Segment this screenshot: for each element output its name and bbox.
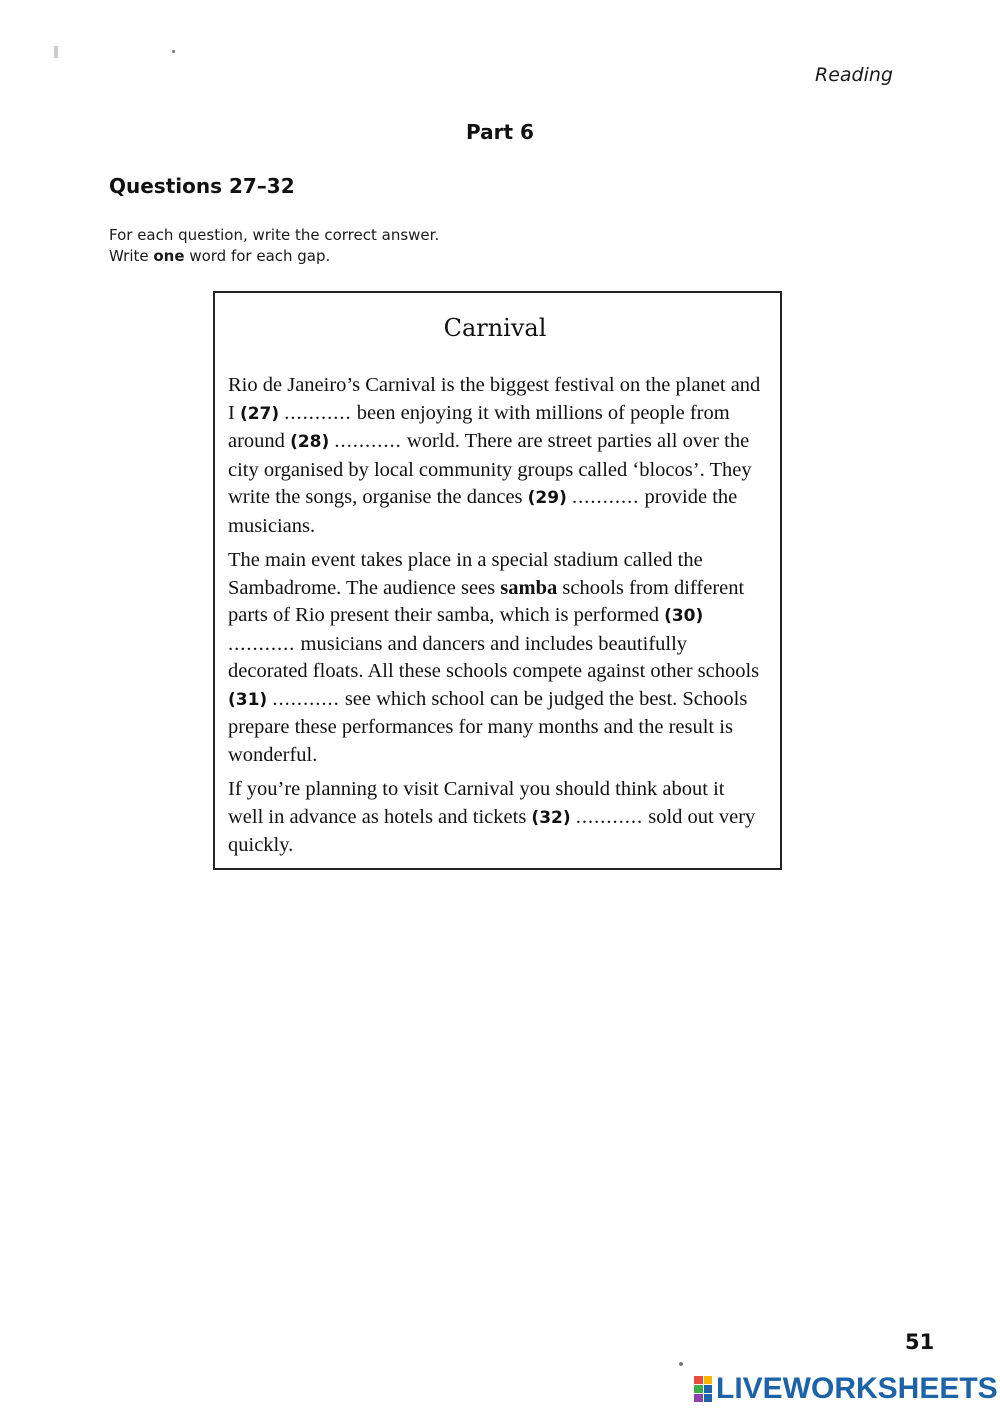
passage-text: musicians and dancers and includes beautifully decorated floats. All these schools compete against other schools <box>228 632 760 682</box>
passage-paragraph-1 <box>228 372 762 540</box>
gap-29[interactable]: ........... <box>571 486 640 508</box>
instruction-text: Write <box>109 247 154 265</box>
passage-text: The main event takes place in a special stadium called the Sambadrome. The audience sees <box>228 549 703 599</box>
gap-number-30: (30) <box>664 606 704 626</box>
page-number: 51 <box>905 1330 935 1354</box>
gap-27[interactable]: ........... <box>284 401 352 424</box>
instruction-line-2 <box>109 246 439 267</box>
instruction-line-1: For each question, write the correct answer. <box>109 226 440 244</box>
instruction-text: word for each gap. <box>184 247 331 265</box>
scan-dot <box>679 1362 683 1366</box>
gap-number-31: (31) <box>228 689 268 710</box>
passage-box <box>213 291 782 870</box>
gap-31[interactable]: ........... <box>272 687 340 710</box>
samba-word: samba <box>500 576 558 599</box>
gap-28[interactable]: ........... <box>334 430 402 452</box>
part-title: Part 6 <box>466 120 534 144</box>
gap-30[interactable]: ........... <box>228 632 296 655</box>
gap-number-27: (27) <box>239 403 280 424</box>
section-label: Reading <box>815 64 893 86</box>
passage-text: see which school can be judged the best. Schools prepare these performances for many months and the result is wonderful. <box>228 687 748 766</box>
gap-number-29: (29) <box>527 488 567 508</box>
passage-title: Carnival <box>443 314 547 342</box>
gap-32[interactable]: ........... <box>575 805 644 828</box>
brand-text: LIVEWORKSHEETS <box>716 1372 998 1405</box>
scan-dot <box>172 50 175 53</box>
passage-text: sold out very quickly. <box>228 805 756 856</box>
passage-text: schools from different parts of Rio present their samba, which is performed <box>228 576 745 626</box>
passage-text: If you’re planning to visit Carnival you should think about it well in advance as hotels and tickets <box>228 778 725 828</box>
liveworksheets-logo-icon <box>694 1376 712 1402</box>
passage-paragraph-3 <box>228 776 762 860</box>
passage-text: been enjoying it with millions of people from around <box>228 401 730 452</box>
passage-paragraph-2 <box>228 547 762 769</box>
instruction-emphasis: one <box>153 247 185 265</box>
gap-number-28: (28) <box>290 432 330 452</box>
liveworksheets-brand[interactable] <box>694 1374 998 1404</box>
passage-text: world. There are street parties all over the city organised by local community groups called ‘blocos’. They write the songs, organise the dances <box>228 430 752 508</box>
questions-heading: Questions 27–32 <box>109 174 295 198</box>
scan-mark <box>54 46 58 58</box>
instructions <box>109 225 439 267</box>
passage-text: Rio de Janeiro’s Carnival is the biggest festival on the planet and I <box>228 374 761 424</box>
passage-text: provide the musicians. <box>228 486 738 537</box>
gap-number-32: (32) <box>531 807 571 828</box>
